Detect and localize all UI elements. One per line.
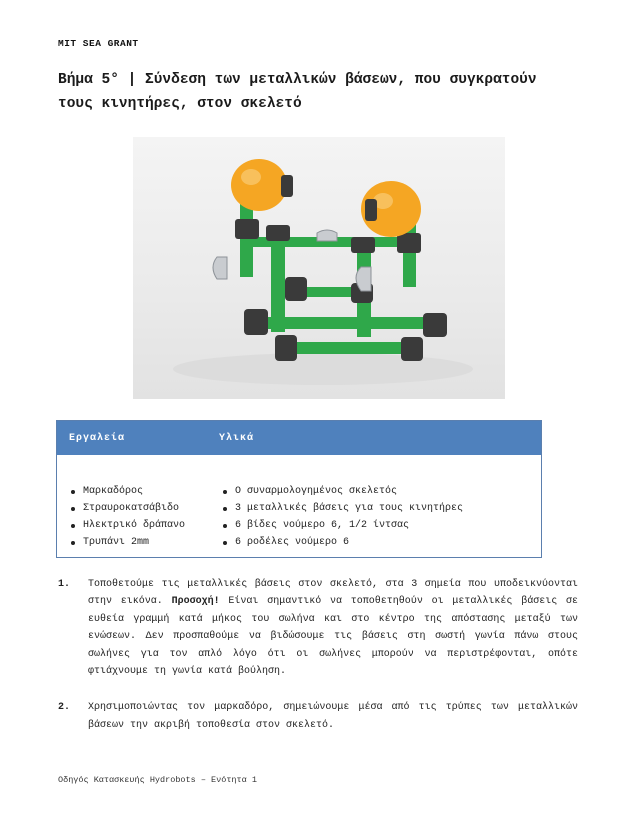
warning-label: Προσοχή! xyxy=(171,596,220,608)
material-item: 3 μεταλλικές βάσεις για τους κινητήρες xyxy=(221,500,463,517)
tool-item: Τρυπάνι 2mm xyxy=(69,534,215,551)
material-item: 6 βίδες νούμερο 6, 1/2 ίντσας xyxy=(221,517,463,534)
tools-column xyxy=(57,483,215,551)
material-item: Ο συναρμολογημένος σκελετός xyxy=(221,483,463,500)
materials-column xyxy=(215,483,463,551)
step-item xyxy=(58,699,578,734)
step-text: Χρησιμοποιώντας τον μαρκαδόρο, σημειώνουμε μέσα από τις τρύπες των μεταλλικών βάσεων την ακριβή τοποθεσία στον σκελετό. xyxy=(88,702,578,731)
step-item xyxy=(58,576,578,680)
material-item: 6 ροδέλες νούμερο 6 xyxy=(221,534,463,551)
page-footer: Οδηγός Κατασκευής Hydrobots – Ενότητα 1 xyxy=(58,775,257,785)
step-number: 2. xyxy=(58,702,71,714)
table-header xyxy=(57,421,541,455)
frame-photo xyxy=(133,137,505,399)
step-number: 1. xyxy=(58,579,71,590)
step-text-part: Τοποθετούμε τις μεταλλικές βάσεις στον σκελετό, στα 3 σημεία που υποδεικνύονται στην εικόνα. xyxy=(88,579,578,608)
tool-item: Ηλεκτρικό δράπανο xyxy=(69,517,215,534)
tool-item: Στραυροκατσάβιδο xyxy=(69,500,215,517)
step-text-part: Είναι σημαντικό να τοποθετηθούν οι μεταλλικές βάσεις σε ευθεία γραμμή κατά μήκος του σωλήνα και στο κέντρο της απόστασης μεταξύ των ενώσεων. Δεν προσπαθούμε να βιδώσουμε τις βάσεις στη σωστή γωνία πάνω στους σωλήνες για τον απλό λόγο ότι οι σωλήνες μπορούν να περιστρέφονται, οπότε φτιάχνουμε τη γωνία κατά βούληση. xyxy=(88,596,578,678)
header-org: MIT SEA GRANT xyxy=(58,38,139,49)
step-text xyxy=(88,576,578,680)
page-title: Βήμα 5° | Σύνδεση των μεταλλικών βάσεων, που συγκρατούν τους κινητήρες, στον σκελετό xyxy=(58,72,537,112)
hydrobot-frame-illustration xyxy=(133,137,505,399)
tools-materials-table xyxy=(56,420,542,558)
tool-item: Μαρκαδόρος xyxy=(69,483,215,500)
tools-header: Εργαλεία xyxy=(69,432,126,444)
steps-list xyxy=(58,576,578,753)
materials-header: Υλικά xyxy=(219,432,255,444)
